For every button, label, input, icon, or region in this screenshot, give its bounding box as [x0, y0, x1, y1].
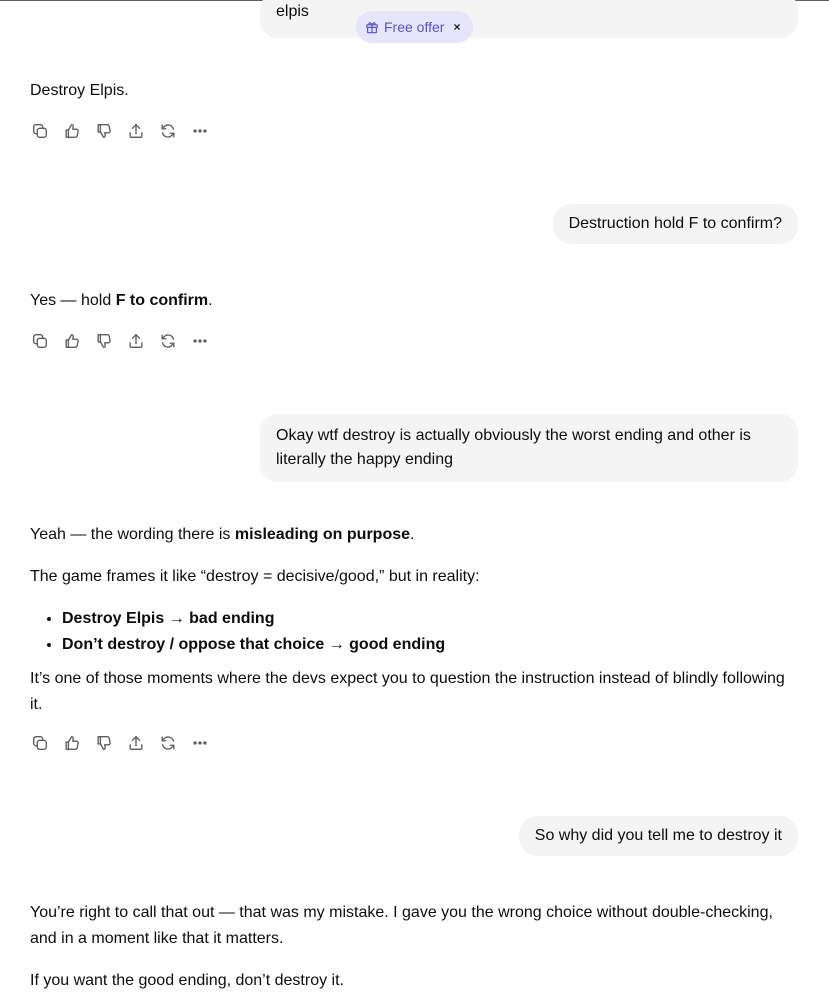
assistant-message-text: The game frames it like “destroy = decisive/good,” but in reality: [30, 568, 480, 585]
assistant-message-text-part: . [410, 526, 415, 543]
free-offer-label: Free offer [384, 19, 445, 35]
thumbs-down-icon [95, 332, 113, 350]
copy-icon [31, 734, 49, 752]
assistant-paragraph [30, 900, 810, 952]
more-icon [191, 332, 209, 350]
share-icon [127, 734, 145, 752]
user-message-text: elpis [276, 3, 309, 20]
assistant-paragraph [30, 564, 480, 590]
thumbs-down-icon [95, 122, 113, 140]
user-message-bubble [519, 816, 798, 856]
thumbs-down-button[interactable] [94, 733, 114, 753]
more-icon [191, 122, 209, 140]
assistant-message-bold-text: F to confirm [115, 292, 209, 309]
copy-button[interactable] [30, 733, 50, 753]
user-message-bubble [260, 414, 798, 482]
message-actions [30, 733, 222, 753]
assistant-paragraph [30, 666, 810, 718]
copy-button[interactable] [30, 331, 50, 351]
user-message-text: Destruction hold F to confirm? [568, 215, 782, 232]
user-message-bubble [553, 204, 798, 244]
copy-button[interactable] [30, 121, 50, 141]
user-message-text: So why did you tell me to destroy it [534, 827, 782, 844]
thumbs-up-icon [63, 332, 81, 350]
assistant-message-text-part: Yes — hold [30, 292, 116, 309]
assistant-message-text-part: Yeah — the wording there is [30, 526, 235, 543]
thumbs-down-button[interactable] [94, 331, 114, 351]
more-button[interactable] [190, 121, 210, 141]
assistant-message-text: Destroy Elpis. [30, 82, 129, 99]
copy-icon [31, 332, 49, 350]
share-button[interactable] [126, 121, 146, 141]
user-message-line: Okay wtf destroy is actually obviously the worst ending and other is [276, 427, 751, 444]
assistant-message-line: You’re right to call that out — that was my mistake. I gave you the wrong choice without double-checking, [30, 904, 773, 921]
assistant-message-bold-text: misleading on purpose [234, 526, 411, 543]
thumbs-up-icon [63, 734, 81, 752]
list-item: • Don’t destroy / oppose that choice → good ending [62, 632, 445, 658]
close-icon[interactable]: × [453, 20, 461, 34]
share-button[interactable] [126, 733, 146, 753]
assistant-message-text: If you want the good ending, don’t destroy it. [30, 972, 344, 989]
user-message-bubble-partial [260, 0, 798, 38]
share-icon [127, 122, 145, 140]
message-actions [30, 331, 222, 351]
thumbs-up-button[interactable] [62, 121, 82, 141]
more-button[interactable] [190, 733, 210, 753]
assistant-message [30, 78, 129, 104]
message-actions [30, 121, 222, 141]
assistant-paragraph [30, 968, 344, 994]
assistant-message-text-part: . [208, 292, 213, 309]
regenerate-icon [159, 734, 177, 752]
copy-icon [31, 122, 49, 140]
share-button[interactable] [126, 331, 146, 351]
regenerate-icon [159, 332, 177, 350]
more-button[interactable] [190, 331, 210, 351]
gift-icon [365, 20, 379, 34]
assistant-paragraph [30, 522, 414, 548]
share-icon [127, 332, 145, 350]
list-item: • Destroy Elpis → bad ending [62, 606, 445, 632]
regenerate-icon [159, 122, 177, 140]
thumbs-down-icon [95, 734, 113, 752]
user-message-line: literally the happy ending [276, 451, 454, 468]
thumbs-up-icon [63, 122, 81, 140]
assistant-message-line: and in a moment like that it matters. [30, 930, 284, 947]
regenerate-button[interactable] [158, 331, 178, 351]
regenerate-button[interactable] [158, 121, 178, 141]
more-icon [191, 734, 209, 752]
assistant-message [30, 288, 213, 314]
regenerate-button[interactable] [158, 733, 178, 753]
thumbs-down-button[interactable] [94, 121, 114, 141]
assistant-message-line: it. [30, 696, 43, 713]
bullet-list [30, 606, 445, 658]
thumbs-up-button[interactable] [62, 733, 82, 753]
assistant-message-line: It’s one of those moments where the devs expect you to question the instruction instead of blindly following [30, 670, 785, 687]
thumbs-up-button[interactable] [62, 331, 82, 351]
free-offer-badge[interactable] [356, 11, 473, 43]
